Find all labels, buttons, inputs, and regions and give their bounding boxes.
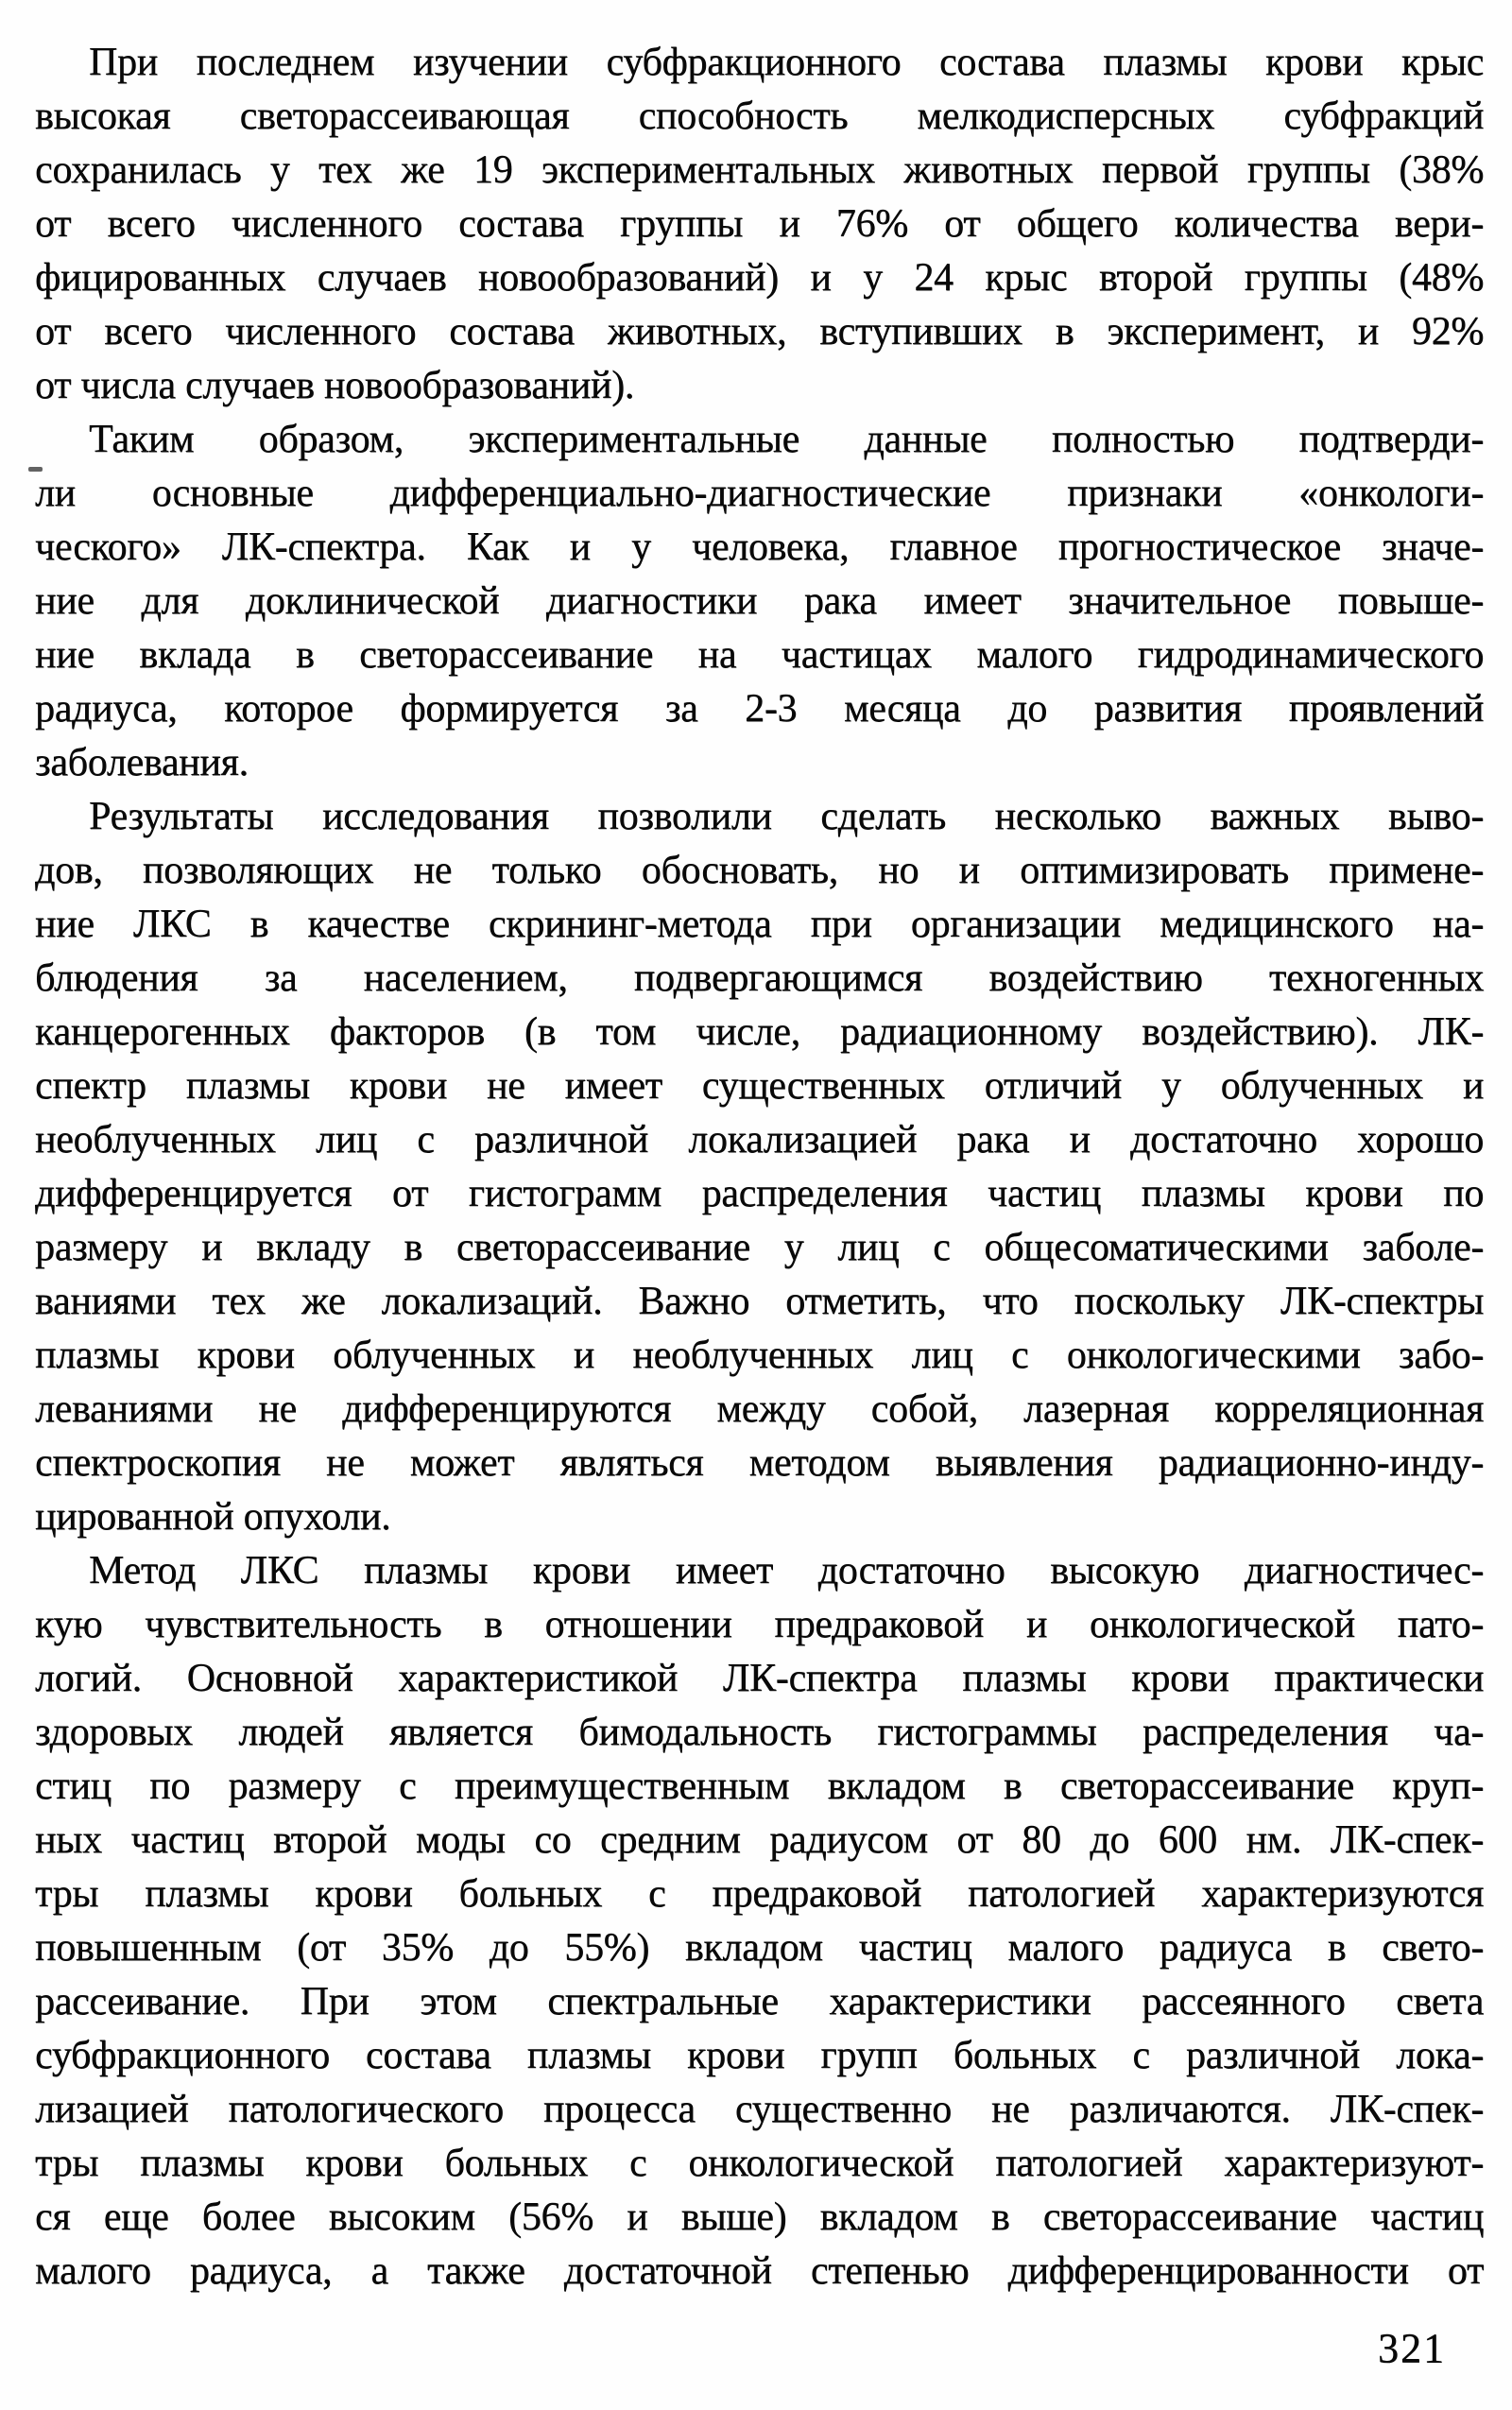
text-line: Результаты исследования позволили сделать несколько важных выво- [89, 795, 1484, 838]
text-line: плазмы крови облученных и необлученных лиц с онкологическими забо- [35, 1334, 1484, 1377]
text-line: При последнем изучении субфракционного состава плазмы крови крыс [89, 41, 1484, 84]
text-line: ние для доклинической диагностики рака имеет значительное повыше- [35, 579, 1484, 623]
text-line: Таким образом, экспериментальные данные полностью подтверди- [89, 418, 1484, 461]
text-line: ние ЛКС в качестве скрининг-метода при организации медицинского на- [35, 903, 1484, 946]
text-line: радиуса, которое формируется за 2-3 месяца до развития проявлений [35, 687, 1484, 731]
text-line: здоровых людей является бимодальность гистограммы распределения ча- [35, 1711, 1484, 1754]
body-text [35, 36, 1484, 2298]
text-line: заболевания. [35, 741, 249, 784]
text-line: фицированных случаев новообразований) и у 24 крыс второй группы (48% [35, 256, 1484, 300]
text-line: лизацией патологического процесса существенно не различаются. ЛК-спек- [35, 2088, 1484, 2131]
text-line: высокая светорассеивающая способность мелкодисперсных субфракций [35, 95, 1484, 138]
text-line: ческого» ЛК-спектра. Как и у человека, главное прогностическое значе- [35, 525, 1484, 569]
text-line: сохранилась у тех же 19 экспериментальных животных первой группы (38% [35, 148, 1484, 192]
text-line: ся еще более высоким (56% и выше) вкладом в светорассеивание частиц [35, 2195, 1484, 2239]
paragraph [35, 36, 1484, 413]
text-line: ли основные дифференциально-диагностические признаки «онкологи- [35, 472, 1484, 515]
text-line: цированной опухоли. [35, 1495, 391, 1539]
paragraph [35, 413, 1484, 790]
text-line: рассеивание. При этом спектральные характеристики рассеянного света [35, 1980, 1484, 2023]
text-line: тры плазмы крови больных с предраковой патологией характеризуются [35, 1872, 1484, 1916]
text-line: ваниями тех же локализаций. Важно отметить, что поскольку ЛК-спектры [35, 1280, 1484, 1323]
text-line: субфракционного состава плазмы крови групп больных с различной лока- [35, 2034, 1484, 2077]
text-line: дифференцируется от гистограмм распределения частиц плазмы крови по [35, 1172, 1484, 1215]
text-line: леваниями не дифференцируются между собой, лазерная корреляционная [35, 1387, 1484, 1431]
text-line: логий. Основной характеристикой ЛК-спектра плазмы крови практически [35, 1657, 1484, 1700]
page-number: 321 [1378, 2325, 1446, 2371]
text-line: ных частиц второй моды со средним радиусом от 80 до 600 нм. ЛК-спек- [35, 1818, 1484, 1862]
text-line: Метод ЛКС плазмы крови имеет достаточно высокую диагностичес- [89, 1549, 1484, 1592]
paragraph [35, 1544, 1484, 2298]
text-line: канцерогенных факторов (в том числе, радиационному воздействию). ЛК- [35, 1010, 1484, 1054]
text-line: от всего численного состава животных, вступивших в эксперимент, и 92% [35, 310, 1484, 353]
text-line: спектроскопия не может являться методом выявления радиационно-инду- [35, 1441, 1484, 1485]
text-line: малого радиуса, а также достаточной степенью дифференцированности от [35, 2249, 1484, 2293]
text-line: от числа случаев новообразований). [35, 364, 634, 407]
text-line: от всего численного состава группы и 76% от общего количества вери- [35, 202, 1484, 246]
text-line: спектр плазмы крови не имеет существенных отличий у облученных и [35, 1064, 1484, 1108]
text-line: повышенным (от 35% до 55%) вкладом частиц малого радиуса в свето- [35, 1926, 1484, 1970]
text-line: стиц по размеру с преимущественным вкладом в светорассеивание круп- [35, 1764, 1484, 1808]
text-line: дов, позволяющих не только обосновать, но и оптимизировать примене- [35, 849, 1484, 892]
text-line: кую чувствительность в отношении предраковой и онкологической пато- [35, 1603, 1484, 1646]
paragraph [35, 790, 1484, 1544]
text-line: размеру и вкладу в светорассеивание у лиц с общесоматическими заболе- [35, 1226, 1484, 1269]
text-line: необлученных лиц с различной локализацией рака и достаточно хорошо [35, 1118, 1484, 1162]
text-line: блюдения за населением, подвергающимся воздействию техногенных [35, 956, 1484, 1000]
text-line: тры плазмы крови больных с онкологической патологией характеризуют- [35, 2142, 1484, 2185]
text-line: ние вклада в светорассеивание на частицах малого гидродинамического [35, 633, 1484, 677]
